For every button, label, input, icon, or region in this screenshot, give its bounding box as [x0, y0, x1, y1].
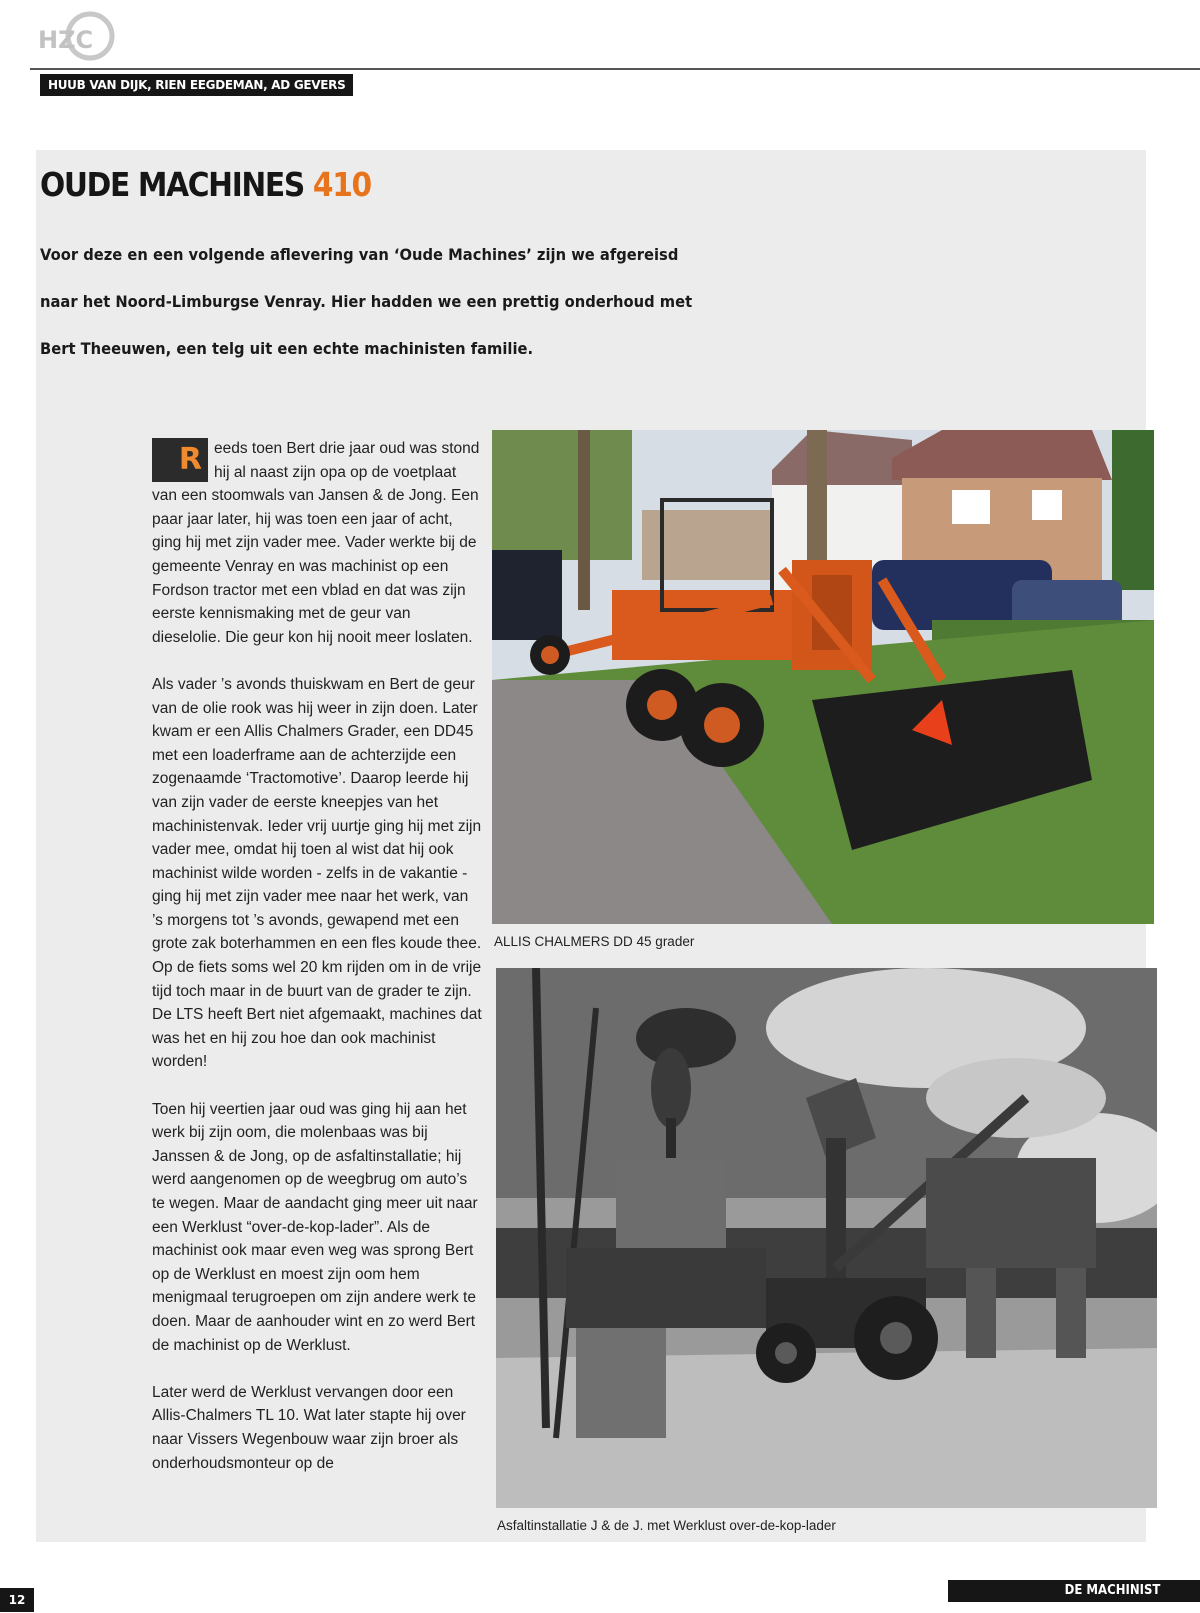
drop-cap: R — [152, 438, 208, 482]
photo-caption: ALLIS CHALMERS DD 45 grader — [494, 934, 695, 949]
hzc-logo — [30, 8, 130, 68]
body-paragraph: Toen hij veertien jaar oud was ging hij aan het werk bij zijn oom, die molenbaas was bij Janssen & de Jong, op de asfaltinstallatie; hij werd aangenomen op de weegbrug om auto’s te wegen. Maar de aandacht ging meer uit naar een Werklust “over-de-kop-lader”. Als de machinist ook maar even weg was sprong Bert op de Werklust en moest zijn oom hem menigmaal terugroepen om zijn andere werk te doen. Maar de aanhouder wint en zo werd Bert de machinist op de Werklust. — [152, 1100, 478, 1354]
body-paragraph: Later werd de Werklust vervangen door een Allis-Chalmers TL 10. Wat later stapte hij over naar Vissers Wegenbouw waar zijn broer als onderhoudsmonteur op de — [152, 1383, 466, 1472]
body-paragraph: R eeds toen Bert drie jaar oud was stond hij al naast zijn opa op de voetplaat van een stoomwals van Jansen & de Jong. Een paar jaar later, hij was toen een jaar of acht, ging hij met zijn vader mee. Vader werkte bij de gemeente Venray en was machinist op een Fordson tractor met een vblad en dat was zijn eerste kennismaking met de geur van dieselolie. Die geur kon hij nooit meer loslaten. — [152, 440, 480, 646]
author-bar: HUUB VAN DIJK, RIEN EEGDEMAN, AD GEVERS — [40, 74, 353, 96]
magazine-name-bar — [948, 1580, 1200, 1602]
intro-text — [40, 244, 693, 385]
page-number: 12 — [0, 1588, 34, 1612]
intro-line: naar het Noord-Limburgse Venray. Hier hadden we een prettig onderhoud met — [40, 292, 693, 311]
grader-photo — [492, 430, 1154, 924]
header-rule — [30, 68, 1200, 70]
magazine-name: DE MACHINIST — [1064, 1583, 1160, 1598]
photo-caption: Asfaltinstallatie J & de J. met Werklust over-de-kop-lader — [497, 1518, 836, 1533]
body-paragraph: Als vader ’s avonds thuiskwam en Bert de geur van de olie rook was hij weer in zijn doen. Later kwam er een Allis Chalmers Grader, een DD45 met een loaderframe aan de achterzijde een zogenaamde ‘Tractomotive’. Daarop leerde hij van zijn vader de eerste kneepjes van het machinistenvak. Ieder vrij uurtje ging hij met zijn vader mee, omdat hij toen al wist dat hij ook machinist wilde worden - zelfs in de vakantie - ging hij met zijn vader mee naar het werk, van ’s morgens tot ’s avonds, gewapend met een grote zak boterhammen en een fles koude thee. Op de fiets soms wel 20 km rijden om in de vrije tijd toch maar in de buurt van de grader te zijn. De LTS heeft Bert niet afgemaakt, machines dat was het en hij zou hoe dan ook machinist worden! — [152, 675, 482, 1071]
episode-number: 410 — [312, 165, 371, 204]
asphalt-plant-photo — [496, 968, 1157, 1508]
page-title — [40, 165, 371, 204]
svg-text:HZC: HZC — [38, 26, 94, 54]
intro-line: Bert Theeuwen, een telg uit een echte machinisten familie. — [40, 339, 534, 358]
body-column — [152, 437, 482, 1499]
intro-line: Voor deze en een volgende aflevering van ‘Oude Machines’ zijn we afgereisd — [40, 245, 679, 264]
title-text: OUDE MACHINES — [40, 165, 304, 204]
